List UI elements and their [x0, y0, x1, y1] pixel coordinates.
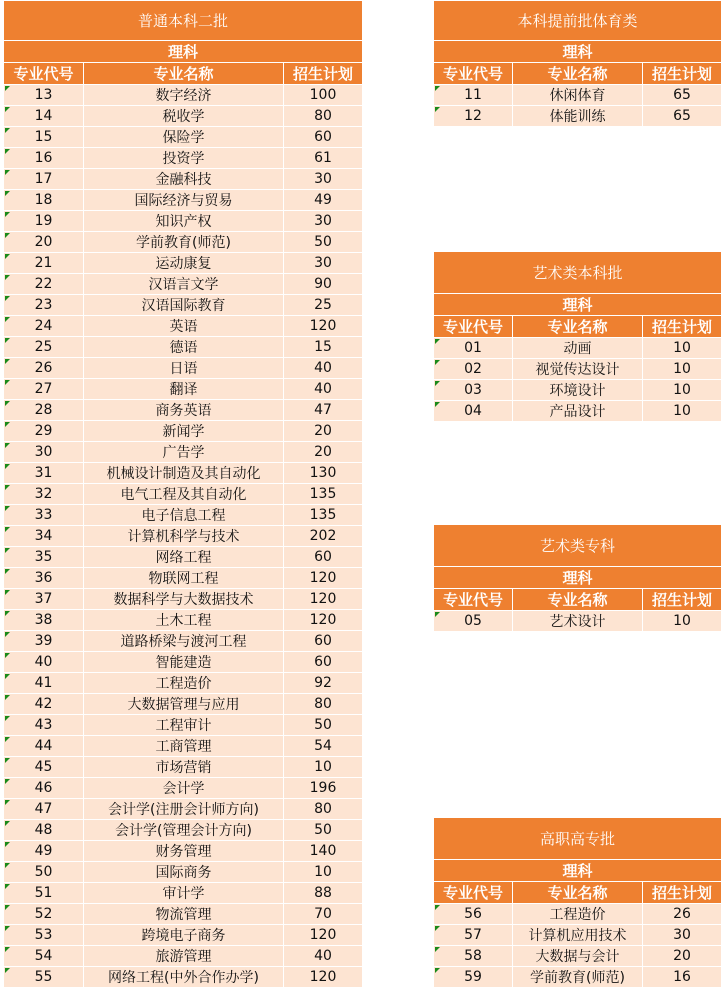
header-code: 专业代号	[4, 63, 84, 85]
major-name-cell: 计算机科学与技术	[84, 526, 284, 547]
major-code-cell: 55	[4, 967, 84, 988]
enrollment-quota-cell: 26	[643, 904, 722, 925]
major-code-cell: 32	[4, 484, 84, 505]
major-name-cell: 学前教育(师范)	[84, 232, 284, 253]
header-code: 专业代号	[434, 882, 513, 904]
major-code-cell: 35	[4, 547, 84, 568]
major-code-cell: 01	[434, 338, 513, 359]
table-row	[434, 925, 722, 946]
table-row	[434, 611, 722, 632]
enrollment-quota-cell: 80	[284, 694, 363, 715]
enrollment-quota-cell: 10	[284, 862, 363, 883]
table-row	[4, 673, 363, 694]
table-row	[4, 946, 363, 967]
major-code-cell: 22	[4, 274, 84, 295]
table-subtitle: 理科	[434, 860, 722, 882]
major-name-cell: 工程造价	[513, 904, 643, 925]
major-code-cell: 12	[434, 106, 513, 127]
major-name-cell: 智能建造	[84, 652, 284, 673]
major-name-cell: 翻译	[84, 379, 284, 400]
major-code-cell: 36	[4, 568, 84, 589]
enrollment-quota-cell: 61	[284, 148, 363, 169]
table-row	[434, 85, 722, 106]
enrollment-quota-cell: 60	[284, 127, 363, 148]
major-code-cell: 04	[434, 401, 513, 422]
enrollment-quota-cell: 10	[643, 401, 722, 422]
enrollment-quota-cell: 20	[284, 421, 363, 442]
header-quota: 招生计划	[643, 882, 722, 904]
enrollment-quota-cell: 54	[284, 736, 363, 757]
table-row	[4, 316, 363, 337]
major-code-cell: 40	[4, 652, 84, 673]
major-code-cell: 43	[4, 715, 84, 736]
table-row	[4, 106, 363, 127]
enrollment-quota-cell: 196	[284, 778, 363, 799]
table-row	[4, 883, 363, 904]
table-row	[434, 338, 722, 359]
enrollment-quota-cell: 65	[643, 106, 722, 127]
major-code-cell: 39	[4, 631, 84, 652]
table-row	[4, 652, 363, 673]
major-name-cell: 税收学	[84, 106, 284, 127]
major-name-cell: 国际商务	[84, 862, 284, 883]
major-code-cell: 59	[434, 967, 513, 988]
major-code-cell: 18	[4, 190, 84, 211]
table-row	[4, 694, 363, 715]
enrollment-quota-cell: 202	[284, 526, 363, 547]
major-name-cell: 环境设计	[513, 380, 643, 401]
enrollment-quota-cell: 40	[284, 946, 363, 967]
major-name-cell: 金融科技	[84, 169, 284, 190]
enrollment-quota-cell: 49	[284, 190, 363, 211]
major-code-cell: 16	[4, 148, 84, 169]
major-code-cell: 05	[434, 611, 513, 632]
table-row	[4, 148, 363, 169]
major-code-cell: 19	[4, 211, 84, 232]
enrollment-quota-cell: 135	[284, 505, 363, 526]
header-name: 专业名称	[513, 316, 643, 338]
major-code-cell: 49	[4, 841, 84, 862]
header-name: 专业名称	[513, 882, 643, 904]
major-name-cell: 跨境电子商务	[84, 925, 284, 946]
table-row	[4, 463, 363, 484]
major-name-cell: 保险学	[84, 127, 284, 148]
major-name-cell: 会计学	[84, 778, 284, 799]
major-name-cell: 会计学(管理会计方向)	[84, 820, 284, 841]
table-subtitle: 理科	[434, 294, 722, 316]
enrollment-quota-cell: 120	[284, 316, 363, 337]
table-title: 本科提前批体育类	[434, 1, 722, 41]
enrollment-quota-cell: 60	[284, 631, 363, 652]
major-name-cell: 道路桥梁与渡河工程	[84, 631, 284, 652]
major-code-cell: 30	[4, 442, 84, 463]
major-name-cell: 旅游管理	[84, 946, 284, 967]
enrollment-quota-cell: 140	[284, 841, 363, 862]
major-name-cell: 物联网工程	[84, 568, 284, 589]
major-name-cell: 机械设计制造及其自动化	[84, 463, 284, 484]
table-row	[4, 904, 363, 925]
major-name-cell: 审计学	[84, 883, 284, 904]
major-name-cell: 英语	[84, 316, 284, 337]
enrollment-quota-cell: 10	[284, 757, 363, 778]
major-code-cell: 13	[4, 85, 84, 106]
major-name-cell: 运动康复	[84, 253, 284, 274]
enrollment-quota-cell: 50	[284, 715, 363, 736]
major-name-cell: 工商管理	[84, 736, 284, 757]
enrollment-quota-cell: 120	[284, 610, 363, 631]
major-code-cell: 51	[4, 883, 84, 904]
major-name-cell: 电气工程及其自动化	[84, 484, 284, 505]
major-name-cell: 大数据与会计	[513, 946, 643, 967]
table-row	[4, 505, 363, 526]
table-row	[4, 211, 363, 232]
header-code: 专业代号	[434, 63, 513, 85]
enrollment-quota-cell: 130	[284, 463, 363, 484]
enrollment-quota-cell: 70	[284, 904, 363, 925]
header-name: 专业名称	[513, 63, 643, 85]
header-quota: 招生计划	[284, 63, 363, 85]
major-name-cell: 德语	[84, 337, 284, 358]
enrollment-quota-cell: 90	[284, 274, 363, 295]
enrollment-quota-cell: 30	[284, 253, 363, 274]
enrollment-quota-cell: 15	[284, 337, 363, 358]
table-subtitle: 理科	[434, 41, 722, 63]
major-name-cell: 商务英语	[84, 400, 284, 421]
major-code-cell: 42	[4, 694, 84, 715]
enrollment-quota-cell: 40	[284, 379, 363, 400]
table-row	[4, 295, 363, 316]
major-name-cell: 视觉传达设计	[513, 359, 643, 380]
major-code-cell: 27	[4, 379, 84, 400]
major-name-cell: 市场营销	[84, 757, 284, 778]
major-name-cell: 日语	[84, 358, 284, 379]
major-name-cell: 学前教育(师范)	[513, 967, 643, 988]
header-quota: 招生计划	[643, 316, 722, 338]
enrollment-quota-cell: 10	[643, 380, 722, 401]
table-row	[4, 274, 363, 295]
enrollment-quota-cell: 30	[284, 211, 363, 232]
enrollment-quota-cell: 30	[284, 169, 363, 190]
enrollment-quota-cell: 60	[284, 652, 363, 673]
major-code-cell: 28	[4, 400, 84, 421]
major-code-cell: 31	[4, 463, 84, 484]
table-title: 艺术类专科	[434, 525, 722, 567]
table-row	[434, 401, 722, 422]
table-row	[4, 253, 363, 274]
enrollment-quota-cell: 47	[284, 400, 363, 421]
major-code-cell: 14	[4, 106, 84, 127]
enrollment-quota-cell: 80	[284, 799, 363, 820]
enrollment-quota-cell: 50	[284, 820, 363, 841]
table-subtitle: 理科	[434, 567, 722, 589]
enrollment-quota-cell: 100	[284, 85, 363, 106]
major-code-cell: 15	[4, 127, 84, 148]
major-code-cell: 53	[4, 925, 84, 946]
major-code-cell: 54	[4, 946, 84, 967]
major-name-cell: 工程审计	[84, 715, 284, 736]
table-row	[4, 631, 363, 652]
enrollment-quota-cell: 120	[284, 589, 363, 610]
major-name-cell: 投资学	[84, 148, 284, 169]
major-name-cell: 新闻学	[84, 421, 284, 442]
table-row	[4, 862, 363, 883]
major-code-cell: 58	[434, 946, 513, 967]
major-code-cell: 21	[4, 253, 84, 274]
table-row	[4, 526, 363, 547]
enrollment-quota-cell: 92	[284, 673, 363, 694]
major-code-cell: 50	[4, 862, 84, 883]
major-name-cell: 大数据管理与应用	[84, 694, 284, 715]
major-code-cell: 57	[434, 925, 513, 946]
enrollment-quota-cell: 20	[284, 442, 363, 463]
header-name: 专业名称	[84, 63, 284, 85]
major-code-cell: 20	[4, 232, 84, 253]
major-code-cell: 23	[4, 295, 84, 316]
header-code: 专业代号	[434, 589, 513, 611]
table-subtitle: 理科	[4, 41, 363, 63]
major-name-cell: 工程造价	[84, 673, 284, 694]
enrollment-quota-cell: 30	[643, 925, 722, 946]
major-name-cell: 数据科学与大数据技术	[84, 589, 284, 610]
major-code-cell: 02	[434, 359, 513, 380]
major-code-cell: 41	[4, 673, 84, 694]
major-name-cell: 网络工程	[84, 547, 284, 568]
enrollment-quota-cell: 20	[643, 946, 722, 967]
major-name-cell: 会计学(注册会计师方向)	[84, 799, 284, 820]
major-code-cell: 29	[4, 421, 84, 442]
major-name-cell: 知识产权	[84, 211, 284, 232]
table-row	[4, 757, 363, 778]
major-name-cell: 数字经济	[84, 85, 284, 106]
enrollment-quota-cell: 10	[643, 338, 722, 359]
enrollment-quota-cell: 10	[643, 359, 722, 380]
major-code-cell: 44	[4, 736, 84, 757]
table-row	[4, 715, 363, 736]
major-name-cell: 动画	[513, 338, 643, 359]
header-quota: 招生计划	[643, 63, 722, 85]
table-row	[4, 358, 363, 379]
table-row	[4, 967, 363, 988]
table-row	[4, 442, 363, 463]
table-row	[434, 380, 722, 401]
major-name-cell: 计算机应用技术	[513, 925, 643, 946]
major-name-cell: 产品设计	[513, 401, 643, 422]
major-name-cell: 汉语国际教育	[84, 295, 284, 316]
major-code-cell: 11	[434, 85, 513, 106]
table-row	[4, 127, 363, 148]
table-row	[434, 106, 722, 127]
table-row	[4, 484, 363, 505]
table-row	[4, 547, 363, 568]
enrollment-quota-cell: 60	[284, 547, 363, 568]
major-code-cell: 45	[4, 757, 84, 778]
table-row	[4, 589, 363, 610]
major-name-cell: 艺术设计	[513, 611, 643, 632]
major-code-cell: 48	[4, 820, 84, 841]
table-row	[4, 190, 363, 211]
major-name-cell: 电子信息工程	[84, 505, 284, 526]
enrollment-quota-cell: 135	[284, 484, 363, 505]
table-row	[4, 736, 363, 757]
enrollment-quota-cell: 80	[284, 106, 363, 127]
enrollment-quota-cell: 50	[284, 232, 363, 253]
table-row	[4, 232, 363, 253]
table-row	[4, 925, 363, 946]
major-name-cell: 土木工程	[84, 610, 284, 631]
table-row	[434, 946, 722, 967]
table-row	[434, 359, 722, 380]
major-code-cell: 56	[434, 904, 513, 925]
admission-table-regular-second-batch	[3, 0, 363, 988]
major-name-cell: 休闲体育	[513, 85, 643, 106]
enrollment-quota-cell: 88	[284, 883, 363, 904]
major-code-cell: 46	[4, 778, 84, 799]
table-row	[4, 379, 363, 400]
admission-table-art-undergrad-batch	[433, 251, 722, 422]
major-code-cell: 25	[4, 337, 84, 358]
enrollment-quota-cell: 120	[284, 568, 363, 589]
major-code-cell: 33	[4, 505, 84, 526]
table-row	[4, 820, 363, 841]
enrollment-quota-cell: 16	[643, 967, 722, 988]
major-name-cell: 体能训练	[513, 106, 643, 127]
table-title: 高职高专批	[434, 818, 722, 860]
admission-table-art-college	[433, 524, 722, 632]
major-code-cell: 03	[434, 380, 513, 401]
major-name-cell: 国际经济与贸易	[84, 190, 284, 211]
admission-table-vocational-batch	[433, 817, 722, 988]
table-row	[4, 610, 363, 631]
table-row	[4, 421, 363, 442]
table-row	[434, 904, 722, 925]
enrollment-quota-cell: 40	[284, 358, 363, 379]
table-row	[434, 967, 722, 988]
table-row	[4, 778, 363, 799]
admission-table-sports-early-batch	[433, 0, 722, 127]
table-row	[4, 841, 363, 862]
header-quota: 招生计划	[643, 589, 722, 611]
enrollment-quota-cell: 120	[284, 967, 363, 988]
major-name-cell: 财务管理	[84, 841, 284, 862]
table-title: 艺术类本科批	[434, 252, 722, 294]
header-code: 专业代号	[434, 316, 513, 338]
major-code-cell: 47	[4, 799, 84, 820]
table-row	[4, 568, 363, 589]
major-name-cell: 物流管理	[84, 904, 284, 925]
major-code-cell: 52	[4, 904, 84, 925]
major-code-cell: 34	[4, 526, 84, 547]
major-code-cell: 17	[4, 169, 84, 190]
table-row	[4, 337, 363, 358]
enrollment-quota-cell: 10	[643, 611, 722, 632]
enrollment-quota-cell: 120	[284, 925, 363, 946]
major-name-cell: 网络工程(中外合作办学)	[84, 967, 284, 988]
enrollment-quota-cell: 25	[284, 295, 363, 316]
major-code-cell: 26	[4, 358, 84, 379]
major-code-cell: 37	[4, 589, 84, 610]
major-code-cell: 24	[4, 316, 84, 337]
major-name-cell: 汉语言文学	[84, 274, 284, 295]
table-row	[4, 400, 363, 421]
header-name: 专业名称	[513, 589, 643, 611]
enrollment-quota-cell: 65	[643, 85, 722, 106]
table-row	[4, 85, 363, 106]
table-title: 普通本科二批	[4, 1, 363, 41]
table-row	[4, 799, 363, 820]
table-row	[4, 169, 363, 190]
major-code-cell: 38	[4, 610, 84, 631]
major-name-cell: 广告学	[84, 442, 284, 463]
